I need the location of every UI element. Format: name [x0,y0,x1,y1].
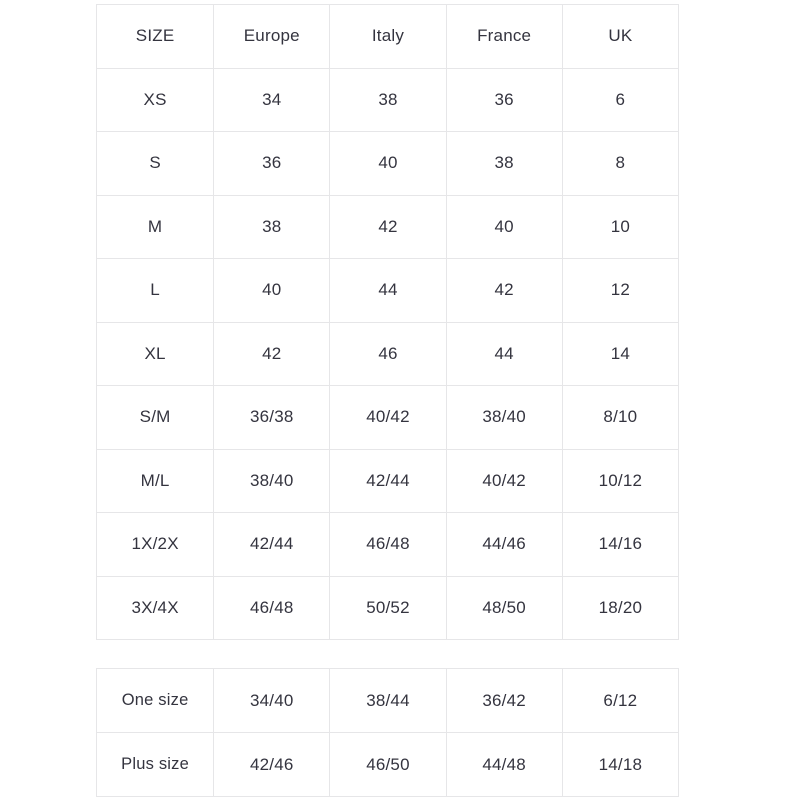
cell-italy: 42/44 [330,449,446,513]
cell-europe: 38/40 [214,449,330,513]
table-row [97,322,679,386]
cell-uk: 8/10 [562,386,678,450]
row-label: 1X/2X [97,513,214,577]
cell-europe: 34 [214,68,330,132]
size-chart-main-table-wrapper [96,4,679,640]
table-row [97,195,679,259]
cell-europe: 36/38 [214,386,330,450]
table-header [97,5,679,69]
column-header-size: SIZE [97,5,214,69]
cell-europe: 42/44 [214,513,330,577]
table-row [97,68,679,132]
table-header-row [97,5,679,69]
column-header-italy: Italy [330,5,446,69]
cell-europe: 40 [214,259,330,323]
size-chart-main-table [96,4,679,640]
cell-italy: 46 [330,322,446,386]
cell-france: 44/48 [446,733,562,797]
table-row [97,132,679,196]
cell-italy: 38/44 [330,669,446,733]
cell-europe: 46/48 [214,576,330,640]
table-row [97,576,679,640]
cell-france: 38/40 [446,386,562,450]
cell-italy: 40 [330,132,446,196]
table-row [97,513,679,577]
table-row [97,449,679,513]
row-label: One size [97,669,214,733]
cell-uk: 6 [562,68,678,132]
cell-uk: 18/20 [562,576,678,640]
table-row [97,733,679,797]
cell-uk: 8 [562,132,678,196]
cell-france: 42 [446,259,562,323]
cell-italy: 46/50 [330,733,446,797]
cell-uk: 6/12 [562,669,678,733]
row-label: Plus size [97,733,214,797]
cell-france: 36 [446,68,562,132]
row-label: XL [97,322,214,386]
cell-italy: 50/52 [330,576,446,640]
column-header-europe: Europe [214,5,330,69]
row-label: M/L [97,449,214,513]
cell-france: 44/46 [446,513,562,577]
cell-france: 36/42 [446,669,562,733]
cell-europe: 38 [214,195,330,259]
row-label: M [97,195,214,259]
size-chart-secondary-table [96,668,679,797]
row-label: S [97,132,214,196]
table-row [97,259,679,323]
cell-uk: 12 [562,259,678,323]
cell-europe: 42/46 [214,733,330,797]
cell-france: 40 [446,195,562,259]
cell-italy: 42 [330,195,446,259]
cell-france: 48/50 [446,576,562,640]
cell-uk: 14/18 [562,733,678,797]
cell-italy: 38 [330,68,446,132]
cell-uk: 14/16 [562,513,678,577]
cell-france: 44 [446,322,562,386]
column-header-france: France [446,5,562,69]
table-body [97,68,679,640]
cell-europe: 36 [214,132,330,196]
cell-uk: 14 [562,322,678,386]
cell-france: 38 [446,132,562,196]
row-label: S/M [97,386,214,450]
cell-europe: 34/40 [214,669,330,733]
row-label: XS [97,68,214,132]
column-header-uk: UK [562,5,678,69]
row-label: 3X/4X [97,576,214,640]
cell-italy: 40/42 [330,386,446,450]
cell-france: 40/42 [446,449,562,513]
cell-italy: 46/48 [330,513,446,577]
table-row [97,386,679,450]
row-label: L [97,259,214,323]
cell-uk: 10/12 [562,449,678,513]
cell-uk: 10 [562,195,678,259]
cell-italy: 44 [330,259,446,323]
cell-europe: 42 [214,322,330,386]
table-body [97,669,679,797]
table-row [97,669,679,733]
size-chart-secondary-table-wrapper [96,668,679,797]
